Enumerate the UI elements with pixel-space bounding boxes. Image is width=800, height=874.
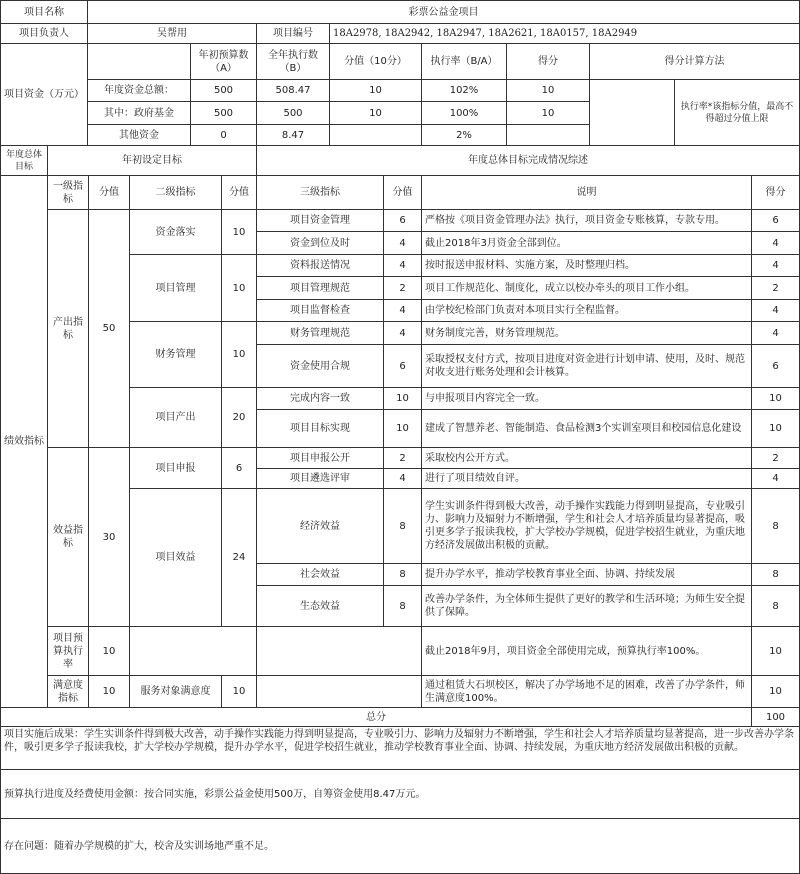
l3-value: 10: [383, 409, 422, 448]
l3-score: 8: [751, 585, 800, 627]
project-code-label: 项目编号: [256, 23, 330, 44]
l1-output-value: 50: [88, 209, 130, 448]
l3-desc: 项目工作规范化、制度化，成立以校办牵头的项目工作小组。: [421, 276, 752, 300]
goal-set-label: 年初设定目标: [47, 145, 257, 176]
perf-header-desc: 说明: [421, 175, 752, 210]
l3-desc: 由学校纪检部门负责对本项目实行全程监督。: [421, 299, 752, 322]
l3-desc: 建成了智慧养老、智能制造、食品检测3个实训室项目和校园信息化建设: [421, 409, 752, 448]
total-score: 100: [751, 707, 800, 727]
project-code-value: 18A2978, 18A2942, 18A2947, 18A2621, 18A0157, 18A2949: [329, 23, 800, 44]
funds-method-text: 执行率*该指标分值，最高不得超过分值上限: [674, 79, 800, 146]
funds-col-method: 得分计算方法: [589, 43, 800, 80]
l3-score: 10: [751, 409, 800, 448]
l3-value: 8: [383, 585, 422, 627]
funds-row-rate: 2%: [421, 124, 507, 146]
funds-method-left: [589, 79, 675, 146]
l3-score: 4: [751, 321, 800, 345]
l3-desc: 提升办学水平，推动学校教育事业全面、协调、持续发展: [421, 563, 752, 586]
l3-score: 8: [751, 563, 800, 586]
l3-name: 项目管理规范: [256, 276, 384, 300]
perf-header-v2: 分值: [221, 175, 257, 210]
l1-benefit-name: 效益指标: [47, 447, 89, 627]
l3-desc: 进行了项目绩效自评。: [421, 468, 752, 489]
funds-row-name: 其他资金: [87, 124, 191, 146]
l3-desc: 采取校内公开方式。: [421, 447, 752, 469]
funds-row-budget: 0: [190, 124, 257, 146]
funds-row-budget: 500: [190, 79, 257, 102]
perf-header-l2: 二级指标: [129, 175, 222, 210]
l2-name: 服务对象满意度: [129, 675, 222, 708]
funds-row-budget: 500: [190, 101, 257, 125]
l2-name: 项目效益: [129, 488, 222, 627]
l2-name: 项目产出: [129, 387, 222, 448]
funds-row-score: [506, 124, 590, 146]
l2-value: 10: [221, 321, 257, 388]
owner-label: 项目负责人: [0, 23, 88, 44]
funds-col-score-value: 分值（10分）: [329, 43, 422, 80]
l3-name: 资金使用合规: [256, 344, 384, 388]
l3-desc: 截止2018年3月资金全部到位。: [421, 231, 752, 255]
l3-value: 8: [383, 488, 422, 564]
l3-value: 2: [383, 447, 422, 469]
perf-header-v3: 分值: [383, 175, 422, 210]
l2-value: 6: [221, 447, 257, 489]
l3-value: 4: [383, 321, 422, 345]
funds-row-name: 年度资金总额：: [87, 79, 191, 102]
l2-value: 10: [221, 209, 257, 255]
funds-col-score: 得分: [506, 43, 590, 80]
l2-name: 项目管理: [129, 254, 222, 322]
funds-row-score-value: 10: [329, 101, 422, 125]
l3-score: 4: [751, 468, 800, 489]
l1-budget-exec-value: 10: [88, 626, 130, 676]
project-name-label: 项目名称: [0, 0, 88, 24]
l2-name: 财务管理: [129, 321, 222, 388]
l3-value: 2: [383, 276, 422, 300]
satisfaction-blank: [256, 675, 422, 708]
l3-desc: 按时报送申报材料、实施方案，及时整理归档。: [421, 254, 752, 277]
l3-desc: 改善办学条件，为全体师生提供了更好的教学和生活环境；为师生安全提供了保障。: [421, 585, 752, 627]
l3-name: 项目资金管理: [256, 209, 384, 232]
l2-blank: [129, 626, 257, 676]
l1-benefit-value: 30: [88, 447, 130, 627]
l3-value: 4: [383, 231, 422, 255]
l3-name: 资金到位及时: [256, 231, 384, 255]
l2-name: 资金落实: [129, 209, 222, 255]
l3-desc: 财务制度完善，财务管理规范。: [421, 321, 752, 345]
funds-col-budget: 年初预算数（A）: [190, 43, 257, 80]
l2-value: 20: [221, 387, 257, 448]
l3-value: 10: [383, 387, 422, 410]
funds-row-rate: 100%: [421, 101, 507, 125]
l2-name: 项目申报: [129, 447, 222, 489]
funds-row-name: 其中：政府基金: [87, 101, 191, 125]
perf-header-v1: 分值: [88, 175, 130, 210]
l1-satisfaction-value: 10: [88, 675, 130, 708]
l3-name: 完成内容一致: [256, 387, 384, 410]
l2-value: 24: [221, 488, 257, 627]
perf-header-score: 得分: [751, 175, 800, 210]
satisfaction-score: 10: [751, 675, 800, 708]
budget-exec-desc: 截止2018年9月，项目资金全部使用完成，预算执行率100%。: [421, 626, 752, 676]
l3-value: 6: [383, 344, 422, 388]
l3-score: 4: [751, 231, 800, 255]
project-name-value: 彩票公益金项目: [87, 0, 800, 24]
budget-exec-score: 10: [751, 626, 800, 676]
l1-satisfaction-name: 满意度指标: [47, 675, 89, 708]
issues-text: 存在问题：随着办学规模的扩大，校舍及实训场地严重不足。: [0, 818, 800, 874]
l3-name: 项目申报公开: [256, 447, 384, 469]
l3-value: 6: [383, 209, 422, 232]
funds-row-exec: 500: [256, 101, 330, 125]
funds-label: 项目资金（万元）: [0, 43, 88, 146]
funds-row-score-value: [329, 124, 422, 146]
annual-goal-label: 年度总体目标: [0, 145, 48, 176]
l2-value: 10: [221, 675, 257, 708]
funds-col-exec: 全年执行数（B）: [256, 43, 330, 80]
funds-header-blank: [87, 43, 191, 80]
perf-header-l1: 一级指标: [47, 175, 89, 210]
l1-budget-exec-name: 项目预算执行率: [47, 626, 89, 676]
l3-desc: 与申报项目内容完全一致。: [421, 387, 752, 410]
l3-score: 4: [751, 254, 800, 277]
funds-row-exec: 508.47: [256, 79, 330, 102]
l3-name: 社会效益: [256, 563, 384, 586]
l3-name: 资料报送情况: [256, 254, 384, 277]
l3-name: 生态效益: [256, 585, 384, 627]
l2-value: 10: [221, 254, 257, 322]
l3-score: 10: [751, 387, 800, 410]
funds-col-rate: 执行率（B/A）: [421, 43, 507, 80]
l3-name: 财务管理规范: [256, 321, 384, 345]
l3-score: 2: [751, 447, 800, 469]
l3-name: 项目监督检查: [256, 299, 384, 322]
funds-row-score-value: 10: [329, 79, 422, 102]
results-text: 项目实施后成果：学生实训条件得到极大改善，动手操作实践能力得到明显提高，专业吸引力、影响力及辐射力不断增强，学生和社会人才培养质量均显著提高，进一步改善办学条件，吸引更多学子报读我校，扩大学校办学规模，提升办学水平，促进学校招生就业，推动学校教育事业全面、协调、持续发展，为重庆地方经济发展做出积极的贡献。: [0, 726, 800, 770]
progress-text: 预算执行进度及经费使用金额：按合同实施，彩票公益金使用500万，自筹资金使用8.47万元。: [0, 769, 800, 819]
l3-name: 项目遴选评审: [256, 468, 384, 489]
perf-header-l3: 三级指标: [256, 175, 384, 210]
l3-value: 4: [383, 468, 422, 489]
l3-value: 4: [383, 299, 422, 322]
total-label: 总分: [0, 707, 752, 727]
l3-name: 项目目标实现: [256, 409, 384, 448]
l3-score: 6: [751, 209, 800, 232]
goal-done-label: 年度总体目标完成情况综述: [256, 145, 800, 176]
l3-score: 8: [751, 488, 800, 564]
l3-desc: 严格按《项目资金管理办法》执行，项目资金专账核算，专款专用。: [421, 209, 752, 232]
l3-desc: 学生实训条件得到极大改善，动手操作实践能力得到明显提高，专业吸引力、影响力及辐射力不断增强，学生和社会人才培养质量均显著提高，吸引更多学子报读我校，扩大学校办学规模，促进学校招生就业，为重庆地方经济发展做出积极的贡献。: [421, 488, 752, 564]
l3-value: 4: [383, 254, 422, 277]
funds-row-score: 10: [506, 79, 590, 102]
l3-score: 6: [751, 344, 800, 388]
perf-label: 绩效指标: [0, 175, 48, 708]
l3-name: 经济效益: [256, 488, 384, 564]
l3-score: 2: [751, 276, 800, 300]
funds-row-rate: 102%: [421, 79, 507, 102]
l3-value: 8: [383, 563, 422, 586]
l1-output-name: 产出指标: [47, 209, 89, 448]
owner-value: 吴帮用: [87, 23, 257, 44]
l3-desc: 采取授权支付方式，按项目进度对资金进行计划申请、使用，及时、规范对收支进行账务处理和会计核算。: [421, 344, 752, 388]
satisfaction-desc: 通过租赁大石坝校区，解决了办学场地不足的困难，改善了办学条件，师生满意度100%。: [421, 675, 752, 708]
l3-score: 4: [751, 299, 800, 322]
budget-exec-blank: [256, 626, 422, 676]
funds-row-score: 10: [506, 101, 590, 125]
funds-row-exec: 8.47: [256, 124, 330, 146]
